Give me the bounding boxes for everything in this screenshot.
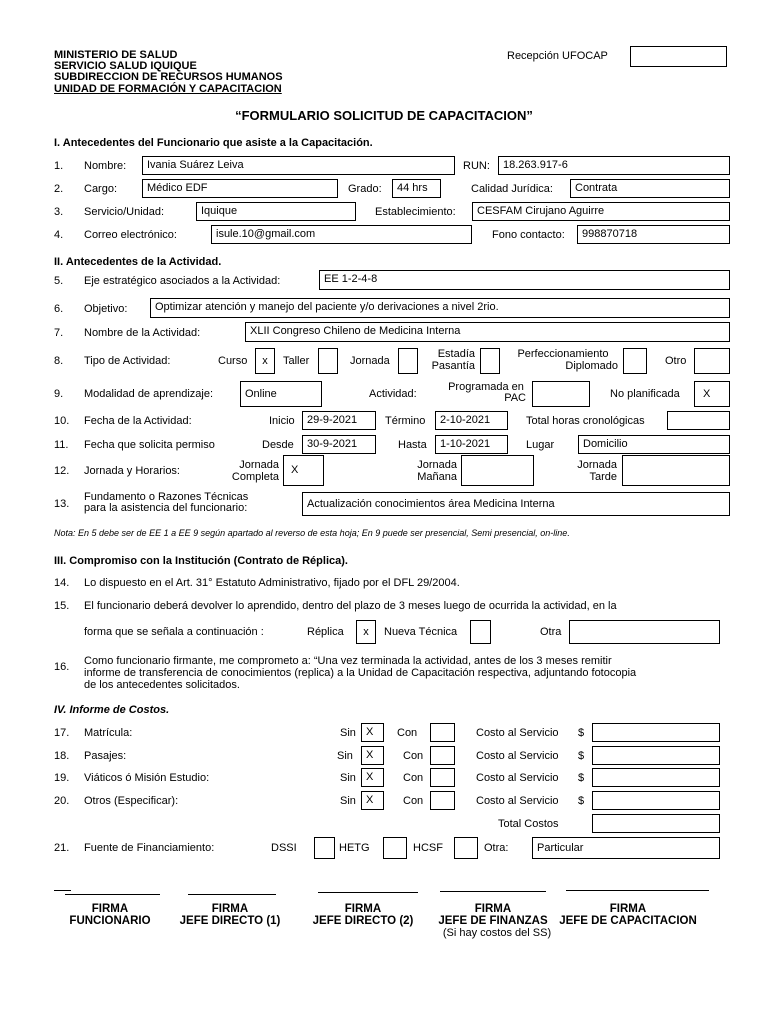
signature-line <box>318 892 418 893</box>
con-checkbox[interactable] <box>430 791 455 810</box>
calidad-label: Calidad Jurídica: <box>471 183 553 195</box>
reception-label: Recepción UFOCAP <box>507 50 608 62</box>
costo-field[interactable] <box>592 746 720 765</box>
item-number: 10. <box>54 415 70 427</box>
eje-field[interactable]: EE 1-2-4-8 <box>319 270 730 290</box>
compromiso-15-text: El funcionario deberá devolver lo aprendido, dentro del plazo de 3 meses luego de ocurrida la actividad, en la <box>84 600 617 612</box>
total-horas-field[interactable] <box>667 411 730 430</box>
signature-jefe-capacitacion-l2: JEFE DE CAPACITACION <box>559 915 697 927</box>
signature-jefe-directo-2-l1: FIRMA <box>344 903 382 915</box>
item-number: 19. <box>54 772 70 784</box>
jornada-tarde-checkbox[interactable] <box>622 455 730 486</box>
hcsf-checkbox[interactable] <box>454 837 478 859</box>
lugar-field[interactable]: Domicilio <box>578 435 730 454</box>
con-checkbox[interactable] <box>430 723 455 742</box>
sin-checkbox[interactable]: X <box>361 791 384 810</box>
inicio-label: Inicio <box>269 415 295 427</box>
signature-jefe-directo-1-l2: JEFE DIRECTO (1) <box>179 915 281 927</box>
sin-label: Sin <box>340 772 356 784</box>
signature-line <box>54 890 71 891</box>
modalidad-label: Modalidad de aprendizaje: <box>84 388 214 400</box>
cost-item-label: Viáticos ó Misión Estudio: <box>84 772 210 784</box>
compromiso-16-line-3: de los antecedentes solicitados. <box>84 679 240 691</box>
currency-sign: $ <box>578 750 585 762</box>
termino-field[interactable]: 2-10-2021 <box>435 411 508 430</box>
costo-servicio-label: Costo al Servicio <box>476 795 559 807</box>
establecimiento-label: Establecimiento: <box>375 206 456 218</box>
header-service: SERVICIO SALUD IQUIQUE <box>54 60 197 72</box>
costo-servicio-label: Costo al Servicio <box>476 772 559 784</box>
total-costos-field[interactable] <box>592 814 720 833</box>
jornada-completa-checkbox[interactable]: X <box>283 455 324 486</box>
fundamento-label-1: Fundamento o Razones Técnicas <box>84 491 249 503</box>
signature-funcionario-l1: FIRMA <box>91 903 129 915</box>
item-number: 15. <box>54 600 70 612</box>
nombre-actividad-label: Nombre de la Actividad: <box>84 327 201 339</box>
sin-checkbox[interactable]: X <box>361 723 384 742</box>
item-number: 1. <box>54 160 64 172</box>
fecha-actividad-label: Fecha de la Actividad: <box>84 415 192 427</box>
con-checkbox[interactable] <box>430 746 455 765</box>
otro-label: Otro <box>665 355 687 367</box>
establecimiento-field[interactable]: CESFAM Cirujano Aguirre <box>472 202 730 221</box>
correo-field[interactable]: isule.10@gmail.com <box>211 225 472 244</box>
fecha-permiso-label: Fecha que solicita permiso <box>84 439 215 451</box>
curso-label: Curso <box>218 355 248 367</box>
lugar-label: Lugar <box>526 439 555 451</box>
con-label: Con <box>403 795 424 807</box>
compromiso-15-forma: forma que se señala a continuación : <box>84 626 264 638</box>
form-title: “FORMULARIO SOLICITUD DE CAPACITACION” <box>235 108 533 123</box>
item-number: 20. <box>54 795 70 807</box>
cost-item-label: Pasajes: <box>84 750 127 762</box>
nueva-tecnica-checkbox[interactable] <box>470 620 491 644</box>
estadia-label-1: Estadía <box>437 348 475 360</box>
inicio-field[interactable]: 29-9-2021 <box>302 411 376 430</box>
grado-field[interactable]: 44 hrs <box>392 179 441 198</box>
curso-checkbox[interactable]: x <box>255 348 275 374</box>
hasta-field[interactable]: 1-10-2021 <box>435 435 508 454</box>
hasta-label: Hasta <box>398 439 427 451</box>
grado-label: Grado: <box>348 183 382 195</box>
con-checkbox[interactable] <box>430 768 455 787</box>
item-number: 3. <box>54 206 64 218</box>
termino-label: Término <box>385 415 426 427</box>
jornada-manana-checkbox[interactable] <box>461 455 534 486</box>
servicio-field[interactable]: Iquique <box>196 202 356 221</box>
otra-fuente-field[interactable]: Particular <box>532 837 720 859</box>
section-2-heading: II. Antecedentes de la Actividad. <box>54 256 222 268</box>
eje-label: Eje estratégico asociados a la Actividad: <box>84 275 281 287</box>
nombre-actividad-field[interactable]: XLII Congreso Chileno de Medicina Interna <box>245 322 730 342</box>
sin-checkbox[interactable]: X <box>361 768 384 787</box>
nombre-label: Nombre: <box>84 160 127 172</box>
otra-replica-field[interactable] <box>569 620 720 644</box>
item-number: 11. <box>54 439 69 451</box>
desde-field[interactable]: 30-9-2021 <box>302 435 376 454</box>
cost-item-label: Otros (Especificar): <box>84 795 179 807</box>
taller-checkbox[interactable] <box>318 348 338 374</box>
desde-label: Desde <box>262 439 294 451</box>
item-number: 21. <box>54 842 70 854</box>
jornada-checkbox[interactable] <box>398 348 418 374</box>
con-label: Con <box>397 727 418 739</box>
fono-field[interactable]: 998870718 <box>577 225 730 244</box>
item-number: 12. <box>54 465 70 477</box>
programada-label-1: Programada en <box>448 381 524 393</box>
jornada-manana-label-2: Mañana <box>417 471 457 483</box>
signature-line <box>566 890 709 891</box>
sin-label: Sin <box>337 750 353 762</box>
signature-jefe-directo-2-l2: JEFE DIRECTO (2) <box>312 915 414 927</box>
item-number: 9. <box>54 388 64 400</box>
signature-line <box>440 891 546 892</box>
item-number: 7. <box>54 327 64 339</box>
section-4-heading: IV. Informe de Costos. <box>54 704 170 716</box>
signature-jefe-directo-1-l1: FIRMA <box>211 903 249 915</box>
correo-label: Correo electrónico: <box>84 229 177 241</box>
nueva-tecnica-label: Nueva Técnica <box>384 626 458 638</box>
cargo-label: Cargo: <box>84 183 118 195</box>
compromiso-14-text: Lo dispuesto en el Art. 31° Estatuto Administrativo, fijado por el DFL 29/2004. <box>84 577 460 589</box>
signature-jefe-finanzas-l2: JEFE DE FINANZAS <box>438 915 548 927</box>
nota: Nota: En 5 debe ser de EE 1 a EE 9 según apartado al reverso de esta hoja; En 9 puede ser presencial, Semi presencial, on-line. <box>54 528 570 538</box>
section-3-heading: III. Compromiso con la Institución (Contrato de Réplica). <box>54 555 348 567</box>
header-ministry: MINISTERIO DE SALUD <box>54 49 178 61</box>
programada-checkbox[interactable] <box>532 381 590 407</box>
cost-item-label: Matrícula: <box>84 727 133 739</box>
sin-label: Sin <box>340 727 356 739</box>
jornada-completa-label-2: Completa <box>231 471 279 483</box>
otra-fuente-label: Otra: <box>484 842 509 854</box>
sin-checkbox[interactable]: X <box>361 746 384 765</box>
otra-replica-label: Otra <box>540 626 562 638</box>
signature-jefe-finanzas-note: (Si hay costos del SS) <box>442 927 552 939</box>
estadia-label-2: Pasantía <box>431 360 475 372</box>
costo-field[interactable] <box>592 768 720 787</box>
fundamento-field[interactable]: Actualización conocimientos área Medicina Interna <box>302 492 730 516</box>
perfeccionamiento-checkbox[interactable] <box>623 348 647 374</box>
nombre-field[interactable]: Ivania Suárez Leiva <box>142 156 455 175</box>
perfeccionamiento-label-1: Perfeccionamiento <box>517 348 609 360</box>
objetivo-field[interactable]: Optimizar atención y manejo del paciente y/o derivaciones a nivel 2rio. <box>150 298 730 318</box>
otro-checkbox[interactable] <box>694 348 730 374</box>
fono-label: Fono contacto: <box>492 229 565 241</box>
item-number: 13. <box>54 498 70 510</box>
tipo-actividad-label: Tipo de Actividad: <box>84 355 171 367</box>
fuente-financiamiento-label: Fuente de Financiamiento: <box>84 842 215 854</box>
hetg-checkbox[interactable] <box>383 837 407 859</box>
costo-servicio-label: Costo al Servicio <box>476 727 559 739</box>
replica-checkbox[interactable]: x <box>356 620 376 644</box>
jornada-completa-label-1: Jornada <box>239 459 279 471</box>
run-label: RUN: <box>463 160 490 172</box>
actividad-label: Actividad: <box>369 388 417 400</box>
calidad-field[interactable]: Contrata <box>570 179 730 198</box>
item-number: 8. <box>54 355 64 367</box>
con-label: Con <box>403 772 424 784</box>
signature-funcionario-l2: FUNCIONARIO <box>69 915 151 927</box>
item-number: 14. <box>54 577 70 589</box>
objetivo-label: Objetivo: <box>84 303 128 315</box>
dssi-checkbox[interactable] <box>314 837 335 859</box>
jornada-tarde-label-1: Jornada <box>577 459 617 471</box>
sin-label: Sin <box>340 795 356 807</box>
item-number: 2. <box>54 183 64 195</box>
no-planificada-label: No planificada <box>610 388 680 400</box>
total-horas-label: Total horas cronológicas <box>526 415 645 427</box>
replica-label: Réplica <box>307 626 344 638</box>
signature-jefe-capacitacion-l1: FIRMA <box>609 903 647 915</box>
hcsf-label: HCSF <box>413 842 443 854</box>
item-number: 5. <box>54 275 64 287</box>
costo-servicio-label: Costo al Servicio <box>476 750 559 762</box>
jornada-horarios-label: Jornada y Horarios: <box>84 465 180 477</box>
hetg-label: HETG <box>339 842 370 854</box>
modalidad-field[interactable]: Online <box>240 381 322 407</box>
costo-field[interactable] <box>592 791 720 810</box>
reception-field[interactable] <box>630 46 727 67</box>
header-subdirection: SUBDIRECCION DE RECURSOS HUMANOS <box>54 71 283 83</box>
con-label: Con <box>403 750 424 762</box>
item-number: 17. <box>54 727 70 739</box>
item-number: 18. <box>54 750 70 762</box>
jornada-manana-label-1: Jornada <box>417 459 457 471</box>
item-number: 6. <box>54 303 64 315</box>
cargo-field[interactable]: Médico EDF <box>142 179 338 198</box>
header-unit: UNIDAD DE FORMACIÓN Y CAPACITACION <box>54 83 282 95</box>
compromiso-16-line-2: informe de transferencia de conocimientos (replica) a la Unidad de Capacitación respectiva, adjuntando fotocopia <box>84 667 637 679</box>
no-planificada-checkbox[interactable]: X <box>694 381 730 407</box>
signature-line <box>188 894 276 895</box>
total-costos-label: Total Costos <box>498 818 559 830</box>
currency-sign: $ <box>578 795 585 807</box>
taller-label: Taller <box>283 355 310 367</box>
programada-label-2: PAC <box>504 392 526 404</box>
signature-line <box>65 894 160 895</box>
fundamento-label-2: para la asistencia del funcionario: <box>84 502 248 514</box>
dssi-label: DSSI <box>271 842 297 854</box>
currency-sign: $ <box>578 772 585 784</box>
item-number: 4. <box>54 229 64 241</box>
servicio-label: Servicio/Unidad: <box>84 206 165 218</box>
currency-sign: $ <box>578 727 585 739</box>
item-number: 16. <box>54 661 70 673</box>
estadia-checkbox[interactable] <box>480 348 500 374</box>
run-field[interactable]: 18.263.917-6 <box>498 156 730 175</box>
compromiso-16-line-1: Como funcionario firmante, me comprometo a: “Una vez terminada la actividad, antes de los 3 meses remitir <box>84 655 612 667</box>
jornada-label: Jornada <box>350 355 390 367</box>
costo-field[interactable] <box>592 723 720 742</box>
jornada-tarde-label-2: Tarde <box>589 471 617 483</box>
perfeccionamiento-label-2: Diplomado <box>565 360 618 372</box>
signature-jefe-finanzas-l1: FIRMA <box>474 903 512 915</box>
section-1-heading: I. Antecedentes del Funcionario que asiste a la Capacitación. <box>54 137 373 149</box>
